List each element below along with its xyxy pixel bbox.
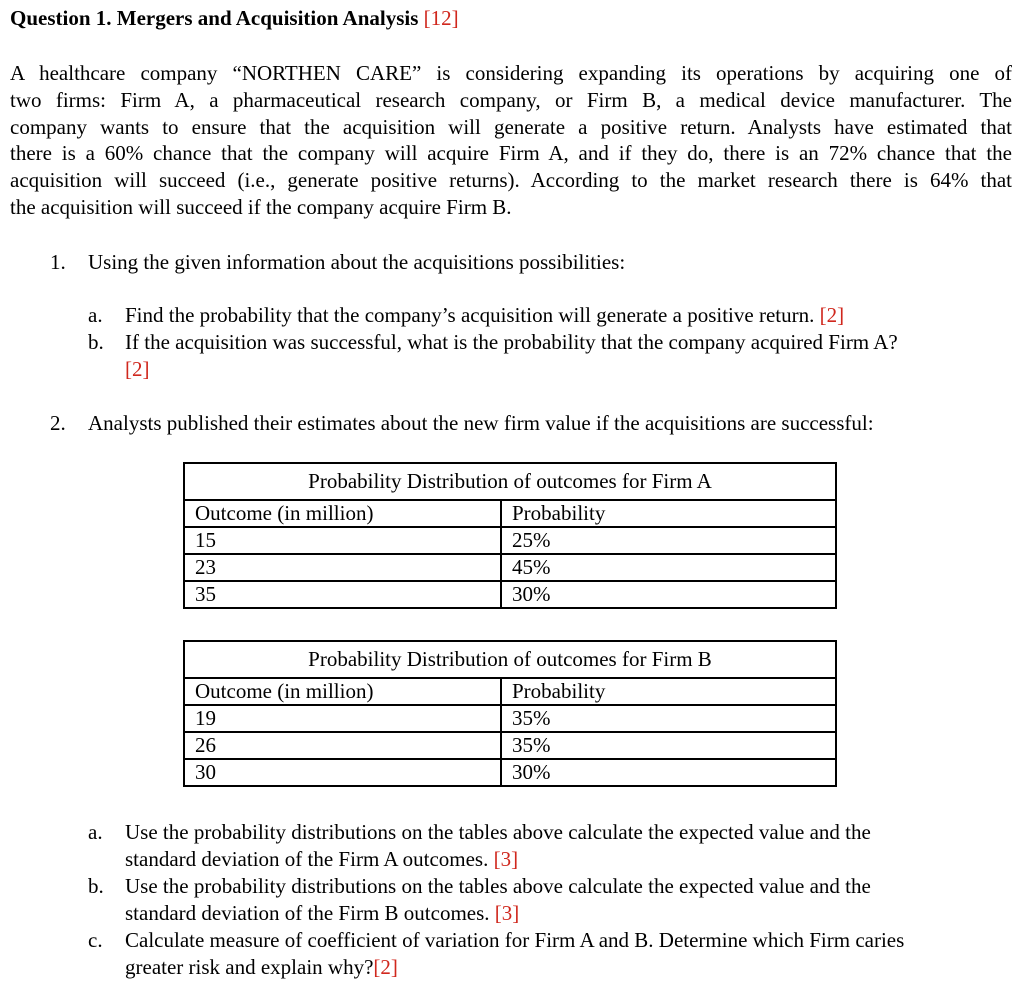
part1b xyxy=(88,329,898,383)
outcome-cell: 23 xyxy=(184,554,501,581)
outcome-cell: 15 xyxy=(184,527,501,554)
table-row xyxy=(184,554,836,581)
table-header-outcome: Outcome (in million) xyxy=(184,500,501,527)
part1-heading xyxy=(50,250,625,275)
intro-paragraph xyxy=(10,60,1012,221)
part2a-marks: [3] xyxy=(493,847,519,871)
intro-line: company wants to ensure that the acquisition will generate a positive return. Analysts have estimated that xyxy=(10,114,1012,139)
probability-cell: 25% xyxy=(501,527,836,554)
part2a-line2: standard deviation of the Firm A outcomes. xyxy=(125,847,489,871)
table-row xyxy=(184,581,836,608)
table-row xyxy=(184,705,836,732)
outcome-cell: 26 xyxy=(184,732,501,759)
probability-cell: 35% xyxy=(501,705,836,732)
part2b xyxy=(88,873,871,927)
question-title-text: Question 1. Mergers and Acquisition Analysis xyxy=(10,6,419,30)
question-title xyxy=(10,6,459,31)
probability-cell: 30% xyxy=(501,759,836,786)
part2c-line1: Calculate measure of coefficient of variation for Firm A and B. Determine which Firm caries xyxy=(125,928,905,952)
part2-number: 2. xyxy=(50,411,66,435)
table-row xyxy=(184,527,836,554)
part1b-marks: [2] xyxy=(125,357,150,381)
part1-text: Using the given information about the acquisitions possibilities: xyxy=(88,250,626,274)
part2b-marks: [3] xyxy=(494,901,520,925)
part1a-label: a. xyxy=(88,303,103,327)
part2a xyxy=(88,819,871,873)
part1b-text: If the acquisition was successful, what is the probability that the company acquired Firm A? xyxy=(125,330,898,354)
table-row xyxy=(184,759,836,786)
probability-cell: 35% xyxy=(501,732,836,759)
part2c-marks: [2] xyxy=(373,955,398,979)
part2a-label: a. xyxy=(88,820,103,844)
part2c-label: c. xyxy=(88,928,103,952)
intro-line: the acquisition will succeed if the company acquire Firm B. xyxy=(10,194,512,219)
intro-line: acquisition will succeed (i.e., generate positive returns). According to the market research there is 64% that xyxy=(10,168,1012,193)
intro-line: two firms: Firm A, a pharmaceutical research company, or Firm B, a medical device manufacturer. The xyxy=(10,87,1012,112)
probability-cell: 30% xyxy=(501,581,836,608)
question-marks: [12] xyxy=(423,6,459,30)
part1a-marks: [2] xyxy=(819,303,845,327)
table-firm-b-caption: Probability Distribution of outcomes for Firm B xyxy=(184,641,836,678)
probability-cell: 45% xyxy=(501,554,836,581)
part1a-text: Find the probability that the company’s acquisition will generate a positive return. xyxy=(125,303,815,327)
part2-heading xyxy=(50,411,874,436)
part1-number: 1. xyxy=(50,250,66,274)
part2b-line2: standard deviation of the Firm B outcomes. xyxy=(125,901,490,925)
part2c xyxy=(88,927,904,981)
intro-line: A healthcare company “NORTHEN CARE” is considering expanding its operations by acquiring one of xyxy=(10,61,1012,85)
outcome-cell: 19 xyxy=(184,705,501,732)
part2a-line1: Use the probability distributions on the tables above calculate the expected value and the xyxy=(125,820,871,844)
table-firm-a-caption: Probability Distribution of outcomes for Firm A xyxy=(184,463,836,500)
part1a xyxy=(88,302,844,329)
table-header-outcome: Outcome (in million) xyxy=(184,678,501,705)
part1b-label: b. xyxy=(88,330,104,354)
part2b-line1: Use the probability distributions on the tables above calculate the expected value and the xyxy=(125,874,871,898)
table-row xyxy=(184,732,836,759)
outcome-cell: 30 xyxy=(184,759,501,786)
part2b-label: b. xyxy=(88,874,104,898)
table-header-probability: Probability xyxy=(501,500,836,527)
table-header-probability: Probability xyxy=(501,678,836,705)
outcome-cell: 35 xyxy=(184,581,501,608)
intro-line: there is a 60% chance that the company will acquire Firm A, and if they do, there is an 72% chance that the xyxy=(10,141,1012,166)
table-firm-b xyxy=(183,640,837,787)
table-firm-a xyxy=(183,462,837,609)
part2-text: Analysts published their estimates about the new firm value if the acquisitions are successful: xyxy=(88,411,874,435)
part2c-line2: greater risk and explain why? xyxy=(125,955,374,979)
